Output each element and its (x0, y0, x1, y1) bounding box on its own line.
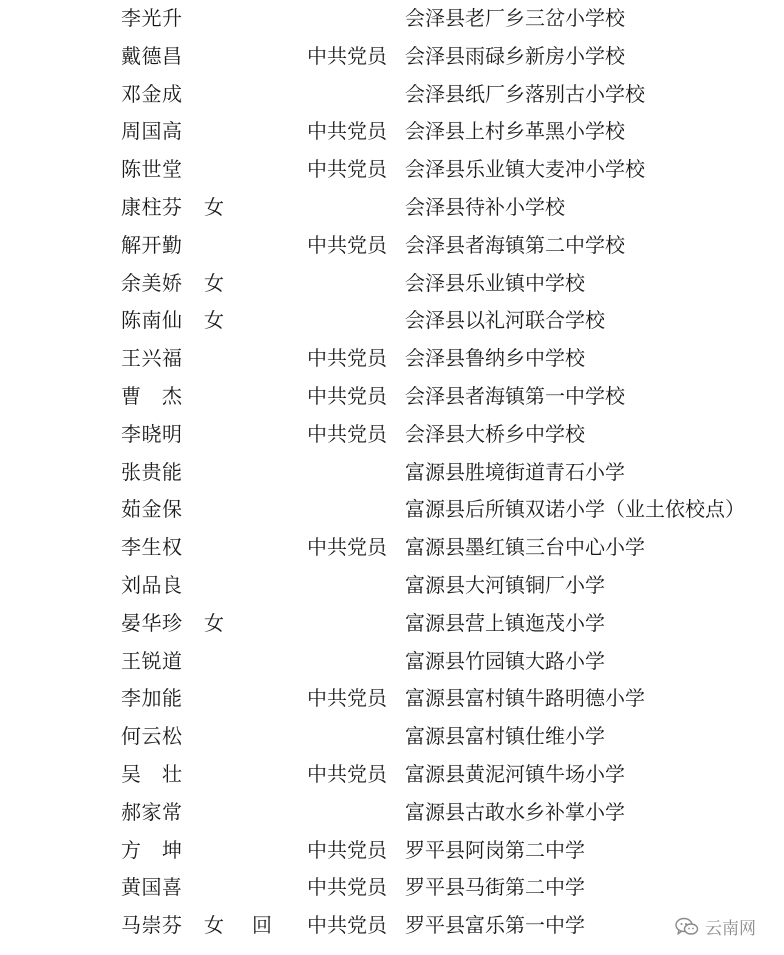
person-name: 李生权 (121, 535, 183, 560)
school-name: 富源县后所镇双诺小学（业土依校点） (405, 497, 745, 522)
roster-row (0, 227, 784, 265)
roster-row (0, 718, 784, 756)
person-name: 吴 壮 (121, 761, 183, 786)
party-affiliation: 中共党员 (307, 43, 387, 68)
person-name: 王兴福 (121, 346, 183, 371)
gender-label: 女 (204, 308, 224, 333)
school-name: 富源县营上镇迤茂小学 (405, 610, 605, 635)
roster-row (0, 0, 784, 38)
roster-row (0, 113, 784, 151)
school-name: 罗平县阿岗第二中学 (405, 837, 585, 862)
roster-row (0, 38, 784, 76)
school-name: 会泽县鲁纳乡中学校 (405, 346, 585, 371)
person-name: 黄国喜 (121, 875, 183, 900)
school-name: 会泽县以礼河联合学校 (405, 308, 605, 333)
roster-row (0, 340, 784, 378)
school-name: 富源县富村镇仕维小学 (405, 724, 605, 749)
person-name: 方 坤 (121, 837, 183, 862)
roster-row (0, 378, 784, 416)
person-name: 王锐道 (121, 648, 183, 673)
party-affiliation: 中共党员 (307, 761, 387, 786)
school-name: 会泽县上村乡革黑小学校 (405, 119, 625, 144)
school-name: 会泽县待补小学校 (405, 194, 565, 219)
school-name: 会泽县乐业镇中学校 (405, 270, 585, 295)
school-name: 富源县大河镇铜厂小学 (405, 572, 605, 597)
roster-row (0, 491, 784, 529)
person-name: 何云松 (121, 724, 183, 749)
roster-row (0, 832, 784, 870)
school-name: 富源县竹园镇大路小学 (405, 648, 605, 673)
person-name: 李光升 (121, 6, 183, 30)
school-name: 会泽县大桥乡中学校 (405, 421, 585, 446)
person-name: 解开勤 (121, 232, 183, 257)
roster-row (0, 907, 784, 945)
school-name: 富源县古敢水乡补掌小学 (405, 799, 625, 824)
person-name: 茹金保 (121, 497, 183, 522)
school-name: 会泽县雨碌乡新房小学校 (405, 43, 625, 68)
person-name: 李晓明 (121, 421, 183, 446)
person-name: 刘品良 (121, 572, 183, 597)
person-name: 马崇芬 (121, 913, 183, 938)
gender-label: 女 (204, 913, 224, 938)
person-name: 陈世堂 (121, 157, 183, 182)
person-name: 康柱芬 (121, 194, 183, 219)
roster-row (0, 454, 784, 492)
school-name: 罗平县马街第二中学 (405, 875, 585, 900)
roster-row (0, 529, 784, 567)
gender-label: 女 (204, 610, 224, 635)
party-affiliation: 中共党员 (307, 535, 387, 560)
party-affiliation: 中共党员 (307, 383, 387, 408)
gender-label: 女 (204, 194, 224, 219)
person-name: 郝家常 (121, 799, 183, 824)
roster-row (0, 567, 784, 605)
party-affiliation: 中共党员 (307, 119, 387, 144)
ethnicity-label: 回 (252, 913, 272, 938)
party-affiliation: 中共党员 (307, 837, 387, 862)
person-name: 戴德昌 (121, 43, 183, 68)
school-name: 会泽县乐业镇大麦冲小学校 (405, 157, 645, 182)
person-name: 李加能 (121, 686, 183, 711)
person-name: 陈南仙 (121, 308, 183, 333)
party-affiliation: 中共党员 (307, 913, 387, 938)
roster-row (0, 680, 784, 718)
party-affiliation: 中共党员 (307, 157, 387, 182)
roster-row (0, 151, 784, 189)
person-name: 晏华珍 (121, 610, 183, 635)
roster-row (0, 265, 784, 303)
watermark (675, 914, 756, 939)
person-name: 曹 杰 (121, 383, 183, 408)
person-name: 张贵能 (121, 459, 183, 484)
party-affiliation: 中共党员 (307, 232, 387, 257)
roster-row (0, 869, 784, 907)
school-name: 会泽县者海镇第一中学校 (405, 383, 625, 408)
school-name: 罗平县富乐第一中学 (405, 913, 585, 938)
roster-row (0, 416, 784, 454)
roster-row (0, 794, 784, 832)
roster-row (0, 302, 784, 340)
roster-row (0, 643, 784, 681)
watermark-text: 云南网 (705, 919, 756, 939)
person-name: 邓金成 (121, 81, 183, 106)
school-name: 富源县胜境街道青石小学 (405, 459, 625, 484)
school-name: 富源县黄泥河镇牛场小学 (405, 761, 625, 786)
school-name: 富源县墨红镇三台中心小学 (405, 535, 645, 560)
person-name: 余美娇 (121, 270, 183, 295)
wechat-icon (675, 917, 699, 937)
school-name: 会泽县老厂乡三岔小学校 (405, 6, 625, 30)
school-name: 富源县富村镇牛路明德小学 (405, 686, 645, 711)
roster-row (0, 189, 784, 227)
party-affiliation: 中共党员 (307, 686, 387, 711)
school-name: 会泽县者海镇第二中学校 (405, 232, 625, 257)
party-affiliation: 中共党员 (307, 875, 387, 900)
roster-row (0, 756, 784, 794)
party-affiliation: 中共党员 (307, 421, 387, 446)
roster-row (0, 605, 784, 643)
school-name: 会泽县纸厂乡落别古小学校 (405, 81, 645, 106)
party-affiliation: 中共党员 (307, 346, 387, 371)
gender-label: 女 (204, 270, 224, 295)
roster-row (0, 76, 784, 114)
person-name: 周国高 (121, 119, 183, 144)
